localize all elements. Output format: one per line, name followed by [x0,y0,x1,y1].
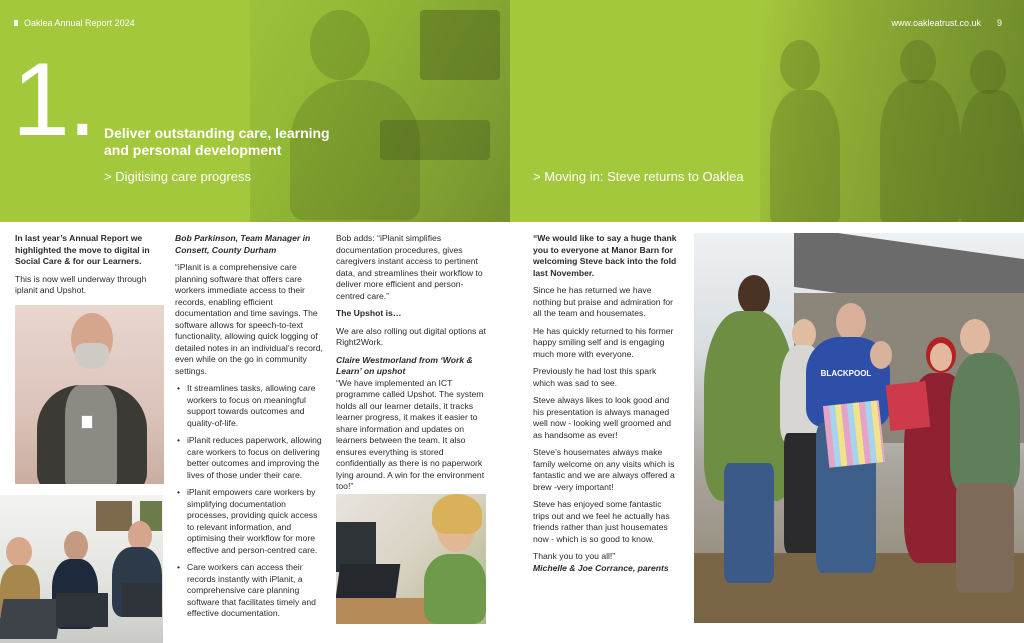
website-link[interactable]: www.oakleatrust.co.uk [891,18,981,28]
upshot-heading: The Upshot is… [336,308,402,318]
page-number: 9 [996,18,1002,28]
byline-bob: Bob Parkinson, Team Manager in Consett, County Durham [175,233,311,255]
paragraph: Steve always likes to look good and his presentation is always managed well now - looking well groomed and as handsome as ever! [533,395,672,440]
paragraph: He has quickly returned to his former happy smiling self and is engaging much more with everyone. [533,325,674,359]
shirt-text: BLACKPOOL [820,369,872,378]
page-header-right [891,18,1002,28]
paragraph: Thank you to you all!” [533,551,616,561]
paragraph: Since he has returned we have nothing but praise and admiration for all the team and housemates. [533,285,673,318]
list-item: • It streamlines tasks, allowing care workers to focus on meaningful support towards outcomes and quality-of-life. [175,383,325,429]
paragraph: Previously he had lost this spark which was sad to see. [533,366,657,388]
paragraph: Steve’s housemates always make family welcome on any visits which is fantastic and we are always offered a brew -very important! [533,447,675,492]
column-intro [15,233,165,303]
list-item: • iPlanit empowers care workers by simplifying documentation processes, providing quick access to relevant information, and optimising their workflow for more effective and person-centred care. [175,487,325,556]
photo-bob-parkinson [15,305,164,484]
header-banner [0,0,1024,222]
intro-text: In last year’s Annual Report we highlighted the move to digital in Social Care & for our Learners. [15,233,150,266]
photo-steve-group [694,233,1024,623]
list-item: • iPlanit reduces paperwork, allowing care workers to focus on delivering better outcomes and improving the lives of those under their care. [175,435,325,481]
iplanit-bullet-list [175,383,325,620]
column-upshot [336,233,486,499]
section-number: 1. [12,42,95,158]
signature: Michelle & Joe Corrance, parents [533,562,669,573]
paragraph: Steve has enjoyed some fantastic trips out and we feel he actually has friends rather than just housemates now - which is so good to know. [533,499,670,544]
header-marker-icon [14,20,18,26]
intro-body: This is now well underway through iplanit and Upshot. [15,273,147,295]
banner-photo-office [250,0,510,222]
subheading-left: > Digitising care progress [104,169,252,184]
subheading-right: > Moving in: Steve returns to Oaklea [533,169,744,184]
list-item: • Care workers can access their records instantly with iPlanit, a comprehensive care planning software that facilitates timely and effective documentation. [175,562,325,620]
bob-adds-text: Bob adds: “iPlanit simplifies documentation procedures, gives caregivers instant access to pertinent data, and streamlines their workflow to deliver more efficient and person-centred care.” [336,233,483,301]
column-steve [533,233,678,580]
byline-claire: Claire Westmorland from ‘Work & Learn’ on upshot [336,354,473,376]
iplanit-body: “iPlanit is a comprehensive care planning software that offers care workers immediate access to their records, enabling efficient documentation and time savings. The software allows for speech-to-text functionality, allowing quick logging of detailed notes in an individual’s record, even while on the go in community settings. [175,262,323,376]
banner-photo-group [760,0,1024,222]
section-title: Deliver outstanding care, learning and personal development [104,125,330,158]
photo-claire-laptop [336,494,486,624]
report-title: Oaklea Annual Report 2024 [14,18,135,28]
upshot-quote: “We have implemented an ICT programme called Upshot. The system holds all our learner details, it tracks learner progress, it makes it easier to share information and updates on learners between the team. It also ensures everything is stored confidentially as there is no paperwork lying around. A win for the environment too!” [336,377,485,491]
photo-care-team-laptops [0,495,163,643]
column-iplanit [175,233,325,626]
thank-you-quote: “We would like to say a huge thank you to everyone at Manor Barn for welcoming Steve back into the fold last November. [533,233,677,278]
right2work-text: We are also rolling out digital options at Right2Work. [336,325,486,347]
